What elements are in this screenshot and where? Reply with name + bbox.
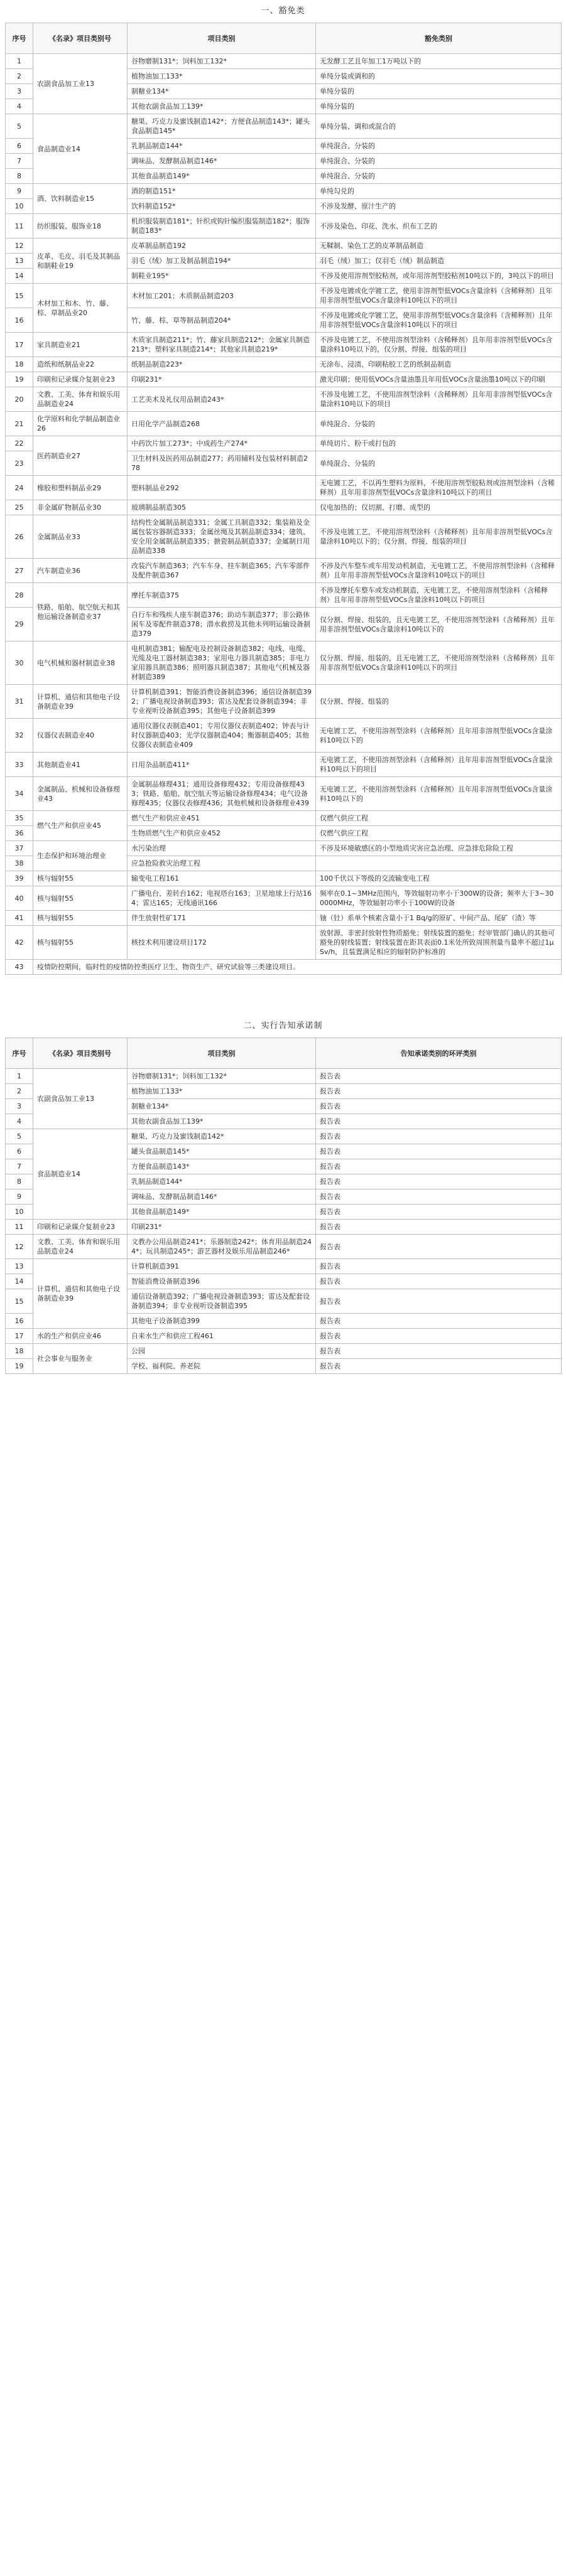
row-category-value: 单纯混合、分装的 [316,169,562,184]
row-category-value: 无电镀工艺，不使用溶剂型涂料（含稀释剂）且年用非溶剂型低VOCs含量涂料10吨以下的 [316,719,562,753]
row-category-value: 不涉及染色、印花、洗水、织布工艺的 [316,214,562,239]
row-index: 34 [6,777,33,811]
row-catalog-code: 铁路、船舶、航空航天和其他运输设备制造业37 [33,583,128,641]
row-index: 8 [6,169,33,184]
table-row [6,559,562,583]
row-project-category: 伴生放射性矿171 [128,911,316,926]
table-row [6,333,562,357]
row-category-value: 不涉及汽车整车或车用发动机制造，无电镀工艺，不使用溶剂型涂料（含稀释剂）且年用非溶剂型低VOCs含量涂料10吨以下的项目 [316,559,562,583]
row-category-value: 单纯混合、分装的 [316,412,562,436]
row-index: 4 [6,99,33,114]
row-project-category: 谷物磨制131*；饲料加工132* [128,1069,316,1084]
row-project-category: 塑料制品业292 [128,476,316,500]
row-index: 13 [6,1259,33,1274]
table-row [6,753,562,777]
row-category-value: 报告表 [316,1099,562,1114]
row-category-value: 单纯分装、调和或混合的 [316,114,562,139]
row-index: 2 [6,69,33,84]
row-index: 17 [6,1329,33,1344]
row-project-category: 公园 [128,1344,316,1359]
row-catalog-code: 印刷和记录媒介复制业23 [33,372,128,387]
row-index: 40 [6,886,33,911]
row-index: 2 [6,1084,33,1099]
table-row [6,114,562,139]
row-index: 5 [6,114,33,139]
row-index: 1 [6,1069,33,1084]
row-catalog-code: 生态保护和环境治理业 [33,841,128,871]
row-category-value: 不涉及电镀工艺，不使用溶剂型涂料（含稀释剂）且年用非溶剂型低VOCs含量涂料10吨以下的项目 [316,387,562,412]
row-project-category: 通用仪器仪表制造401；专用仪器仪表制造402；钟表与计时仪器制造403；光学仪器制造404；衡器制造405；其他仪器仪表制造业409 [128,719,316,753]
row-project-category: 制鞋业195* [128,269,316,284]
row-catalog-code: 电气机械和器材制造业38 [33,641,128,685]
row-index: 24 [6,476,33,500]
header-eia-category: 告知承诺类别的环评类别 [316,1038,562,1069]
row-project-category: 木质家具制造211*；竹、藤家具制造212*；金属家具制造213*；塑料家具制造214*；其他家具制造219* [128,333,316,357]
row-category-value: 单纯分装的 [316,84,562,99]
row-category-value: 报告表 [316,1220,562,1235]
row-index: 7 [6,154,33,169]
row-category-value: 单纯混合、分装的 [316,139,562,154]
row-catalog-code: 非金属矿物制品业30 [33,500,128,515]
row-catalog-code: 食品制造业14 [33,1129,128,1220]
row-catalog-code: 纺织服装、服饰业18 [33,214,128,239]
row-category-value: 报告表 [316,1259,562,1274]
row-project-category: 其他农副食品加工139* [128,99,316,114]
row-category-value: 无电镀工艺，不使用溶剂型涂料（含稀释剂）且年用非溶剂型低VOCs含量涂料10吨以下的 [316,777,562,811]
row-project-category: 摩托车制造375 [128,583,316,608]
row-index: 15 [6,284,33,308]
row-category-value: 报告表 [316,1069,562,1084]
row-project-category: 饮料制造152* [128,199,316,214]
row-category-value: 报告表 [316,1174,562,1189]
row-catalog-code: 核与辐射55 [33,871,128,886]
row-project-category: 核技术利用建设项目172 [128,926,316,960]
row-index: 21 [6,412,33,436]
row-category-value: 报告表 [316,1159,562,1174]
row-index: 6 [6,1144,33,1159]
row-catalog-code: 水的生产和供应业46 [33,1329,128,1344]
row-catalog-code: 燃气生产和供应业45 [33,811,128,841]
row-project-category: 电机制造381；输配电及控制设备制造382；电线、电缆、光缆及电工器材制造383；家用电力器具制造385；非电力家用器具制造386；照明器具制造387；其他电气机械及器材制造389 [128,641,316,685]
row-category-value: 无电镀工艺，不使用溶剂型涂料（含稀释剂）且年用非溶剂型低VOCs含量涂料10吨以下的项目 [316,753,562,777]
row-index: 8 [6,1174,33,1189]
row-catalog-code: 社会事业与服务业 [33,1344,128,1374]
table-row [6,515,562,559]
table-row [6,583,562,608]
table-row [6,685,562,719]
row-catalog-code: 文教、工美、体育和娱乐用品制造业24 [33,1235,128,1259]
row-index: 5 [6,1129,33,1144]
row-project-category: 结构性金属制品制造331；金属工具制造332；集装箱及金属包装容器制造333；金属丝绳及其制品制造334；建筑、安全用金属制品制造335；搪瓷制品制造337；金属制日用品制造338 [128,515,316,559]
row-index: 28 [6,583,33,608]
row-project-category: 机织服装制造181*；针织或钩针编织服装制造182*；服饰制造183* [128,214,316,239]
row-project-category: 自来水生产和供应工程461 [128,1329,316,1344]
row-category-value: 报告表 [316,1359,562,1374]
table-row [6,476,562,500]
row-project-category: 其他食品制造149* [128,169,316,184]
table-row [6,372,562,387]
row-project-category: 印刷231* [128,1220,316,1235]
row-category-value: 无电镀工艺，不以再生塑料为原料，不使用溶剂型胶粘剂或溶剂型涂料（含稀释剂）且年用非溶剂型低VOCs含量涂料10吨以下的项目 [316,476,562,500]
row-project-category: 制糖业134* [128,1099,316,1114]
row-catalog-code: 化学原料和化学制品制造业26 [33,412,128,436]
table-header-row [6,1038,562,1069]
row-index: 38 [6,856,33,871]
row-category-value: 仅分割、焊接、组装的 [316,685,562,719]
row-index: 19 [6,1359,33,1374]
section1-title: 一、豁免类 [261,6,305,16]
table-row [6,1235,562,1259]
row-index: 23 [6,451,33,476]
table-row [6,841,562,856]
row-category-value [316,856,562,871]
row-catalog-code: 农副食品加工业13 [33,54,128,114]
row-category-value: 不涉及电镀工艺，不使用溶剂型涂料（含稀释剂）且年用非溶剂型低VOCs含量涂料10吨以下的，仅分割、焊接、组装的项目 [316,333,562,357]
row-index: 10 [6,1205,33,1220]
row-project-category: 罐头食品制造145* [128,1144,316,1159]
notification-table [5,1038,562,1374]
row-category-value: 仅电加热的；仅切割、打磨、成型的 [316,500,562,515]
row-index: 22 [6,436,33,451]
row-project-category: 方便食品制造143* [128,1159,316,1174]
row-index: 18 [6,357,33,372]
row-project-category: 纸制品制造223* [128,357,316,372]
table-row [6,436,562,451]
row-project-category: 应急抢险救灾治理工程 [128,856,316,871]
section2-title: 二、实行告知承诺制 [243,1021,323,1031]
row-project-category: 日用化学产品制造268 [128,412,316,436]
table-row [6,1069,562,1084]
row-project-category: 制糖业134* [128,84,316,99]
row-catalog-code: 核与辐射55 [33,911,128,926]
table-row [6,1129,562,1144]
table-row [6,926,562,960]
row-catalog-code: 核与辐射55 [33,926,128,960]
row-category-value: 报告表 [316,1314,562,1329]
row-project-category: 谷物磨制131*；饲料加工132* [128,54,316,69]
row-index: 6 [6,139,33,154]
table-row [6,54,562,69]
row-index: 9 [6,184,33,199]
row-index: 41 [6,911,33,926]
row-catalog-code: 皮革、毛皮、羽毛及其制品和制鞋业19 [33,239,128,284]
table-row [6,1220,562,1235]
row-category-value: 铀（钍）系单个核素含量小于1 Bq/g的原矿、中间产品、尾矿（渣）等 [316,911,562,926]
row-index: 26 [6,515,33,559]
row-project-category: 皮革制品制造192 [128,239,316,254]
table-row [6,500,562,515]
row-index: 27 [6,559,33,583]
row-index: 12 [6,1235,33,1259]
row-project-category: 木材加工201；木质制品制造203 [128,284,316,308]
row-project-category: 水污染治理 [128,841,316,856]
table-row [6,239,562,254]
table-row [6,412,562,436]
row-index: 25 [6,500,33,515]
row-index: 10 [6,199,33,214]
table-row [6,886,562,911]
table-row [6,1344,562,1359]
row-catalog-code: 金属制品业33 [33,515,128,559]
row-index: 11 [6,214,33,239]
row-category-value: 仅燃气供应工程 [316,811,562,826]
row-category-value: 单纯勾兑的 [316,184,562,199]
row-catalog-code: 印刷和记录媒介复制业23 [33,1220,128,1235]
row-index: 42 [6,926,33,960]
row-catalog-code: 家具制造业21 [33,333,128,357]
row-index: 43 [6,960,33,975]
row-catalog-code: 计算机、通信和其他电子设备制造业39 [33,1259,128,1329]
row-index: 3 [6,1099,33,1114]
table-row [6,387,562,412]
row-project-category: 卫生材料及医药用品制造277；药用辅料及包装材料制造278 [128,451,316,476]
row-index: 11 [6,1220,33,1235]
row-category-value: 不涉及环境敏感区的小型地质灾害应急治理、应急排危除险工程 [316,841,562,856]
row-index: 30 [6,641,33,685]
row-project-category: 计算机制造391；智能消费设备制造396；通信设备制造392；广播电视设备制造393；雷达及配套设备制造394；非专业视听设备制造395；其他电子设备制造399 [128,685,316,719]
row-index: 9 [6,1189,33,1205]
row-catalog-code: 木材加工和木、竹、藤、棕、草制品业20 [33,284,128,333]
row-index: 20 [6,387,33,412]
row-project-category: 燃气生产和供应业451 [128,811,316,826]
row-catalog-code: 计算机、通信和其他电子设备制造业39 [33,685,128,719]
table-row [6,357,562,372]
row-category-value: 仅分割、焊接、组装的，且无电镀工艺，不使用溶剂型涂料（含稀释剂）且年用非溶剂型低VOCs含量涂料10吨以下的 [316,608,562,641]
row-project-category: 植物油加工133* [128,69,316,84]
row-category-value: 激光印刷；使用低VOCs含量油墨且年用低VOCs含量油墨10吨以下的印刷 [316,372,562,387]
row-category-value: 单纯混合、分装的 [316,154,562,169]
row-category-value: 羽毛（绒）加工；仅羽毛（绒）制品制造 [316,254,562,269]
row-project-category: 日用杂品制造411* [128,753,316,777]
row-category-value: 报告表 [316,1144,562,1159]
row-project-category: 植物油加工133* [128,1084,316,1099]
table-row [6,871,562,886]
row-category-value: 报告表 [316,1205,562,1220]
row-category-value: 无涂布、浸渍、印刷粘胶工艺的纸制品制造 [316,357,562,372]
header-catalog-code: 《名录》项目类别号 [33,1038,128,1069]
row-catalog-code: 文教、工美、体育和娱乐用品制造业24 [33,387,128,412]
row-project-category: 计算机制造391 [128,1259,316,1274]
row-project-category: 金属制品修理431；通用设备修理432；专用设备修理433；铁路、船舶、航空航天等运输设备修理434；电气设备修理435；仪器仪表修理436；其他机械和设备修理业439 [128,777,316,811]
row-index: 39 [6,871,33,886]
row-project-category: 学校、福利院、养老院 [128,1359,316,1374]
row-category-value: 报告表 [316,1189,562,1205]
table-row [6,911,562,926]
table-row [6,1259,562,1274]
row-category-value: 不涉及使用溶剂型胶粘剂，或年用溶剂型胶粘剂10吨以下的，3吨以下的项目 [316,269,562,284]
row-project-category: 智能消费设备制造396 [128,1274,316,1289]
row-project-category: 输变电工程161 [128,871,316,886]
row-category-value: 仅分割、焊接、组装的，且无电镀工艺，不使用溶剂型涂料（含稀释剂）且年用非溶剂型低VOCs含量涂料10吨以下的项目 [316,641,562,685]
row-index: 18 [6,1344,33,1359]
row-category-value: 仅燃气供应工程 [316,826,562,841]
row-category-value: 无发酵工艺且年加工1万吨以下的 [316,54,562,69]
row-note: 疫情防控期间，临时性的疫情防控类医疗卫生、物资生产、研究试验等三类建设项目。 [33,960,562,975]
row-project-category: 工艺美术及礼仪用品制造243* [128,387,316,412]
header-catalog-code: 《名录》项目类别号 [33,23,128,54]
row-index: 7 [6,1159,33,1174]
row-category-value: 单纯混合、分装的 [316,451,562,476]
row-category-value: 放射源、非密封放射性物质豁免；射线装置的豁免；经审管部门确认的其他可豁免的射线装置；射线装置在距其表面0.1米处所致周围剂量当量率不超过1μSv/h，且装置满足相应的辐射防护标准的 [316,926,562,960]
table-row [6,1329,562,1344]
row-category-value: 不涉及电镀或化学镀工艺，使用非溶剂型低VOCs含量涂料（含稀释剂）且年用非溶剂型低VOCs含量涂料10吨以下的项目 [316,284,562,308]
row-category-value: 报告表 [316,1114,562,1129]
table-row [6,184,562,199]
row-project-category: 文教办公用品制造241*；乐器制造242*；体育用品制造244*；玩具制造245*；游艺器材及娱乐用品制造246* [128,1235,316,1259]
table-row [6,960,562,975]
row-index: 31 [6,685,33,719]
row-project-category: 乳制品制造144* [128,1174,316,1189]
exemption-table [5,23,562,975]
table-row [6,719,562,753]
table-row [6,811,562,826]
row-catalog-code: 食品制造业14 [33,114,128,184]
row-project-category: 竹、藤、棕、草等制品制造204* [128,308,316,333]
row-project-category: 调味品、发酵制品制造146* [128,154,316,169]
row-category-value: 报告表 [316,1235,562,1259]
row-project-category: 羽毛（绒）加工及制品制造194* [128,254,316,269]
row-index: 32 [6,719,33,753]
row-project-category: 其他食品制造149* [128,1205,316,1220]
table-header-row [6,23,562,54]
row-project-category: 其他电子设备制造399 [128,1314,316,1329]
header-project-category: 项目类别 [128,23,316,54]
table-row [6,641,562,685]
row-project-category: 玻璃制品制造305 [128,500,316,515]
row-project-category: 酒的制造151* [128,184,316,199]
row-index: 16 [6,1314,33,1329]
row-project-category: 乳制品制造144* [128,139,316,154]
row-category-value: 100千伏以下等级的交流输变电工程 [316,871,562,886]
header-exemption-category: 豁免类别 [316,23,562,54]
row-catalog-code: 医药制造业27 [33,436,128,476]
table-row [6,284,562,308]
row-index: 16 [6,308,33,333]
header-project-category: 项目类别 [128,1038,316,1069]
row-category-value: 频率在0.1~3MHz范围内，等效辐射功率小于300W的设备；频率大于3~300000MHz，等效辐射功率小于100W的设备 [316,886,562,911]
row-project-category: 改装汽车制造363；汽车车身、挂车制造365；汽车零部件及配件制造367 [128,559,316,583]
row-category-value: 无鞣制、染色工艺的皮革制品制造 [316,239,562,254]
row-index: 15 [6,1289,33,1314]
row-index: 37 [6,841,33,856]
row-category-value: 不涉及发酵、原汁生产的 [316,199,562,214]
row-project-category: 糖果、巧克力及蜜饯制造142* [128,1129,316,1144]
header-index: 序号 [6,1038,33,1069]
section-gap [0,975,566,1015]
row-index: 35 [6,811,33,826]
row-project-category: 糖果、巧克力及蜜饯制造142*；方便食品制造143*；罐头食品制造145* [128,114,316,139]
row-project-category: 生物质燃气生产和供应业452 [128,826,316,841]
row-category-value: 单纯切片、粉干或打包的 [316,436,562,451]
row-category-value: 不涉及电镀或化学镀工艺，使用非溶剂型低VOCs含量涂料（含稀释剂）且年用非溶剂型低VOCs含量涂料10吨以下的项目 [316,308,562,333]
row-project-category: 中药饮片加工273*；中成药生产274* [128,436,316,451]
row-index: 14 [6,269,33,284]
row-category-value: 单纯分装或调和的 [316,69,562,84]
row-catalog-code: 造纸和纸制品业22 [33,357,128,372]
row-catalog-code: 汽车制造业36 [33,559,128,583]
row-project-category: 印刷231* [128,372,316,387]
row-catalog-code: 其他制造业41 [33,753,128,777]
row-index: 19 [6,372,33,387]
row-index: 33 [6,753,33,777]
row-index: 36 [6,826,33,841]
table-row [6,777,562,811]
row-category-value: 报告表 [316,1344,562,1359]
row-project-category: 其他农副食品加工139* [128,1114,316,1129]
row-category-value: 不涉及电镀工艺，不使用溶剂型涂料（含稀释剂）且年用非溶剂型低VOCs含量涂料10吨以下的；仅分割、焊接、组装的项目 [316,515,562,559]
row-project-category: 通信设备制造392；广播电视设备制造393；雷达及配套设备制造394；非专业视听设备制造395 [128,1289,316,1314]
row-index: 4 [6,1114,33,1129]
row-index: 29 [6,608,33,641]
row-category-value: 报告表 [316,1329,562,1344]
table-row [6,214,562,239]
row-catalog-code: 橡胶和塑料制品业29 [33,476,128,500]
row-category-value: 单纯分装的 [316,99,562,114]
row-category-value: 不涉及摩托车整车或发动机制造，无电镀工艺，不使用溶剂型涂料（含稀释剂）且年用非溶剂型低VOCs含量涂料10吨以下的项目 [316,583,562,608]
row-category-value: 报告表 [316,1289,562,1314]
header-index: 序号 [6,23,33,54]
row-index: 12 [6,239,33,254]
row-catalog-code: 金属制品、机械和设备修理业43 [33,777,128,811]
row-index: 3 [6,84,33,99]
row-index: 1 [6,54,33,69]
row-category-value: 报告表 [316,1084,562,1099]
row-index: 17 [6,333,33,357]
row-project-category: 自行车和残疾人座车制造376；助动车制造377；非公路休闲车及零配件制造378；潜水救捞及其他未列明运输设备制造379 [128,608,316,641]
row-project-category: 调味品、发酵制品制造146* [128,1189,316,1205]
row-project-category: 广播电台、差转台162；电视塔台163；卫星地球上行站164；雷达165；无线通讯166 [128,886,316,911]
row-catalog-code: 农副食品加工业13 [33,1069,128,1129]
row-catalog-code: 核与辐射55 [33,886,128,911]
row-index: 13 [6,254,33,269]
row-catalog-code: 仪器仪表制造业40 [33,719,128,753]
row-index: 14 [6,1274,33,1289]
row-category-value: 报告表 [316,1274,562,1289]
row-category-value: 报告表 [316,1129,562,1144]
row-catalog-code: 酒、饮料制造业15 [33,184,128,214]
